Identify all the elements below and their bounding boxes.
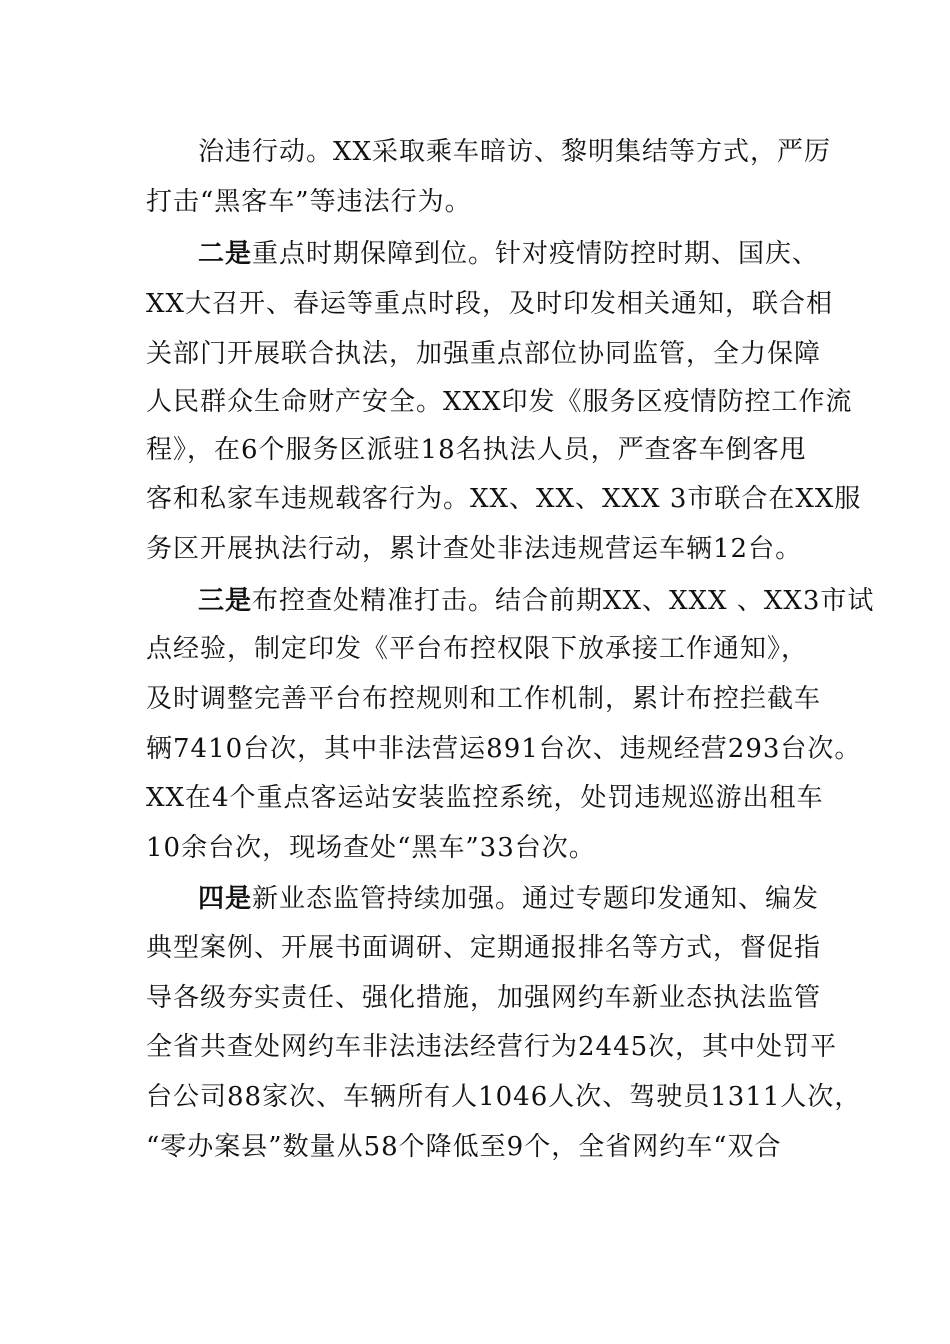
text-line-9	[146, 524, 836, 574]
paragraph-2-lead: 二是	[198, 239, 253, 269]
line-text: 导各级夯实责任、强化措施，加强网约车新业态执法监管	[146, 983, 822, 1013]
paragraph-3-lead: 三是	[198, 586, 253, 616]
line-text: 程》，在6个服务区派驻18名执法人员，严查客车倒客甩	[146, 435, 807, 465]
paragraph-2-first-line	[198, 229, 888, 279]
line-text: 治违行动。XX采取乘车暗访、黎明集结等方式，严厉	[198, 137, 832, 167]
text-line-21	[146, 1122, 836, 1172]
line-text: 客和私家车违规载客行为。XX、XX、XXX 3市联合在XX服	[146, 484, 862, 514]
line-text: 新业态监管持续加强。通过专题印发通知、编发	[252, 884, 820, 914]
text-line-17	[146, 923, 836, 973]
text-line-20	[146, 1072, 862, 1122]
paragraph-3-first-line	[198, 576, 888, 626]
text-line-18	[146, 973, 836, 1023]
line-text: 台公司88家次、车辆所有人1046人次、驾驶员1311人次，	[146, 1082, 862, 1112]
text-line-14	[146, 773, 836, 823]
line-text: 布控查处精准打击。结合前期XX、XXX 、XX3市试	[252, 586, 875, 616]
text-line-12	[146, 674, 836, 724]
text-line-11	[146, 624, 836, 674]
line-text: 全省共查处网约车非法违法经营行为2445次，其中处罚平	[146, 1032, 838, 1062]
paragraph-4-lead: 四是	[198, 884, 253, 914]
line-text: XX在4个重点客运站安装监控系统，处罚违规巡游出租车	[146, 783, 824, 813]
line-text: 及时调整完善平台布控规则和工作机制，累计布控拦截车	[146, 684, 822, 714]
text-line-4	[146, 279, 836, 329]
line-text: 打击“黑客车”等违法行为。	[146, 187, 472, 217]
line-text: 务区开展执法行动，累计查处非法违规营运车辆12台。	[146, 534, 803, 564]
line-text: 辆7410台次，其中非法营运891台次、违规经营293台次。	[146, 734, 862, 764]
line-text: XX大召开、春运等重点时段，及时印发相关通知，联合相	[146, 289, 834, 319]
text-line-8	[146, 474, 862, 524]
text-line-19	[146, 1022, 836, 1072]
line-text: 人民群众生命财产安全。XXX印发《服务区疫情防控工作流	[146, 387, 853, 417]
text-line-7	[146, 425, 836, 475]
line-text: 关部门开展联合执法，加强重点部位协同监管，全力保障	[146, 339, 822, 369]
line-text: “零办案县”数量从58个降低至9个，全省网约车“双合	[146, 1132, 782, 1162]
line-text: 重点时期保障到位。针对疫情防控时期、国庆、	[252, 239, 820, 269]
line-text: 10余台次，现场查处“黑车”33台次。	[146, 833, 596, 863]
text-line-6	[146, 377, 853, 427]
text-line-5	[146, 329, 836, 379]
text-line-1	[198, 127, 888, 177]
line-text: 点经验，制定印发《平台布控权限下放承接工作通知》，	[146, 634, 809, 664]
line-text: 典型案例、开展书面调研、定期通报排名等方式，督促指	[146, 933, 822, 963]
text-line-2	[146, 177, 836, 227]
paragraph-4-first-line	[198, 874, 888, 924]
text-line-13	[146, 724, 862, 774]
text-line-15	[146, 823, 836, 873]
